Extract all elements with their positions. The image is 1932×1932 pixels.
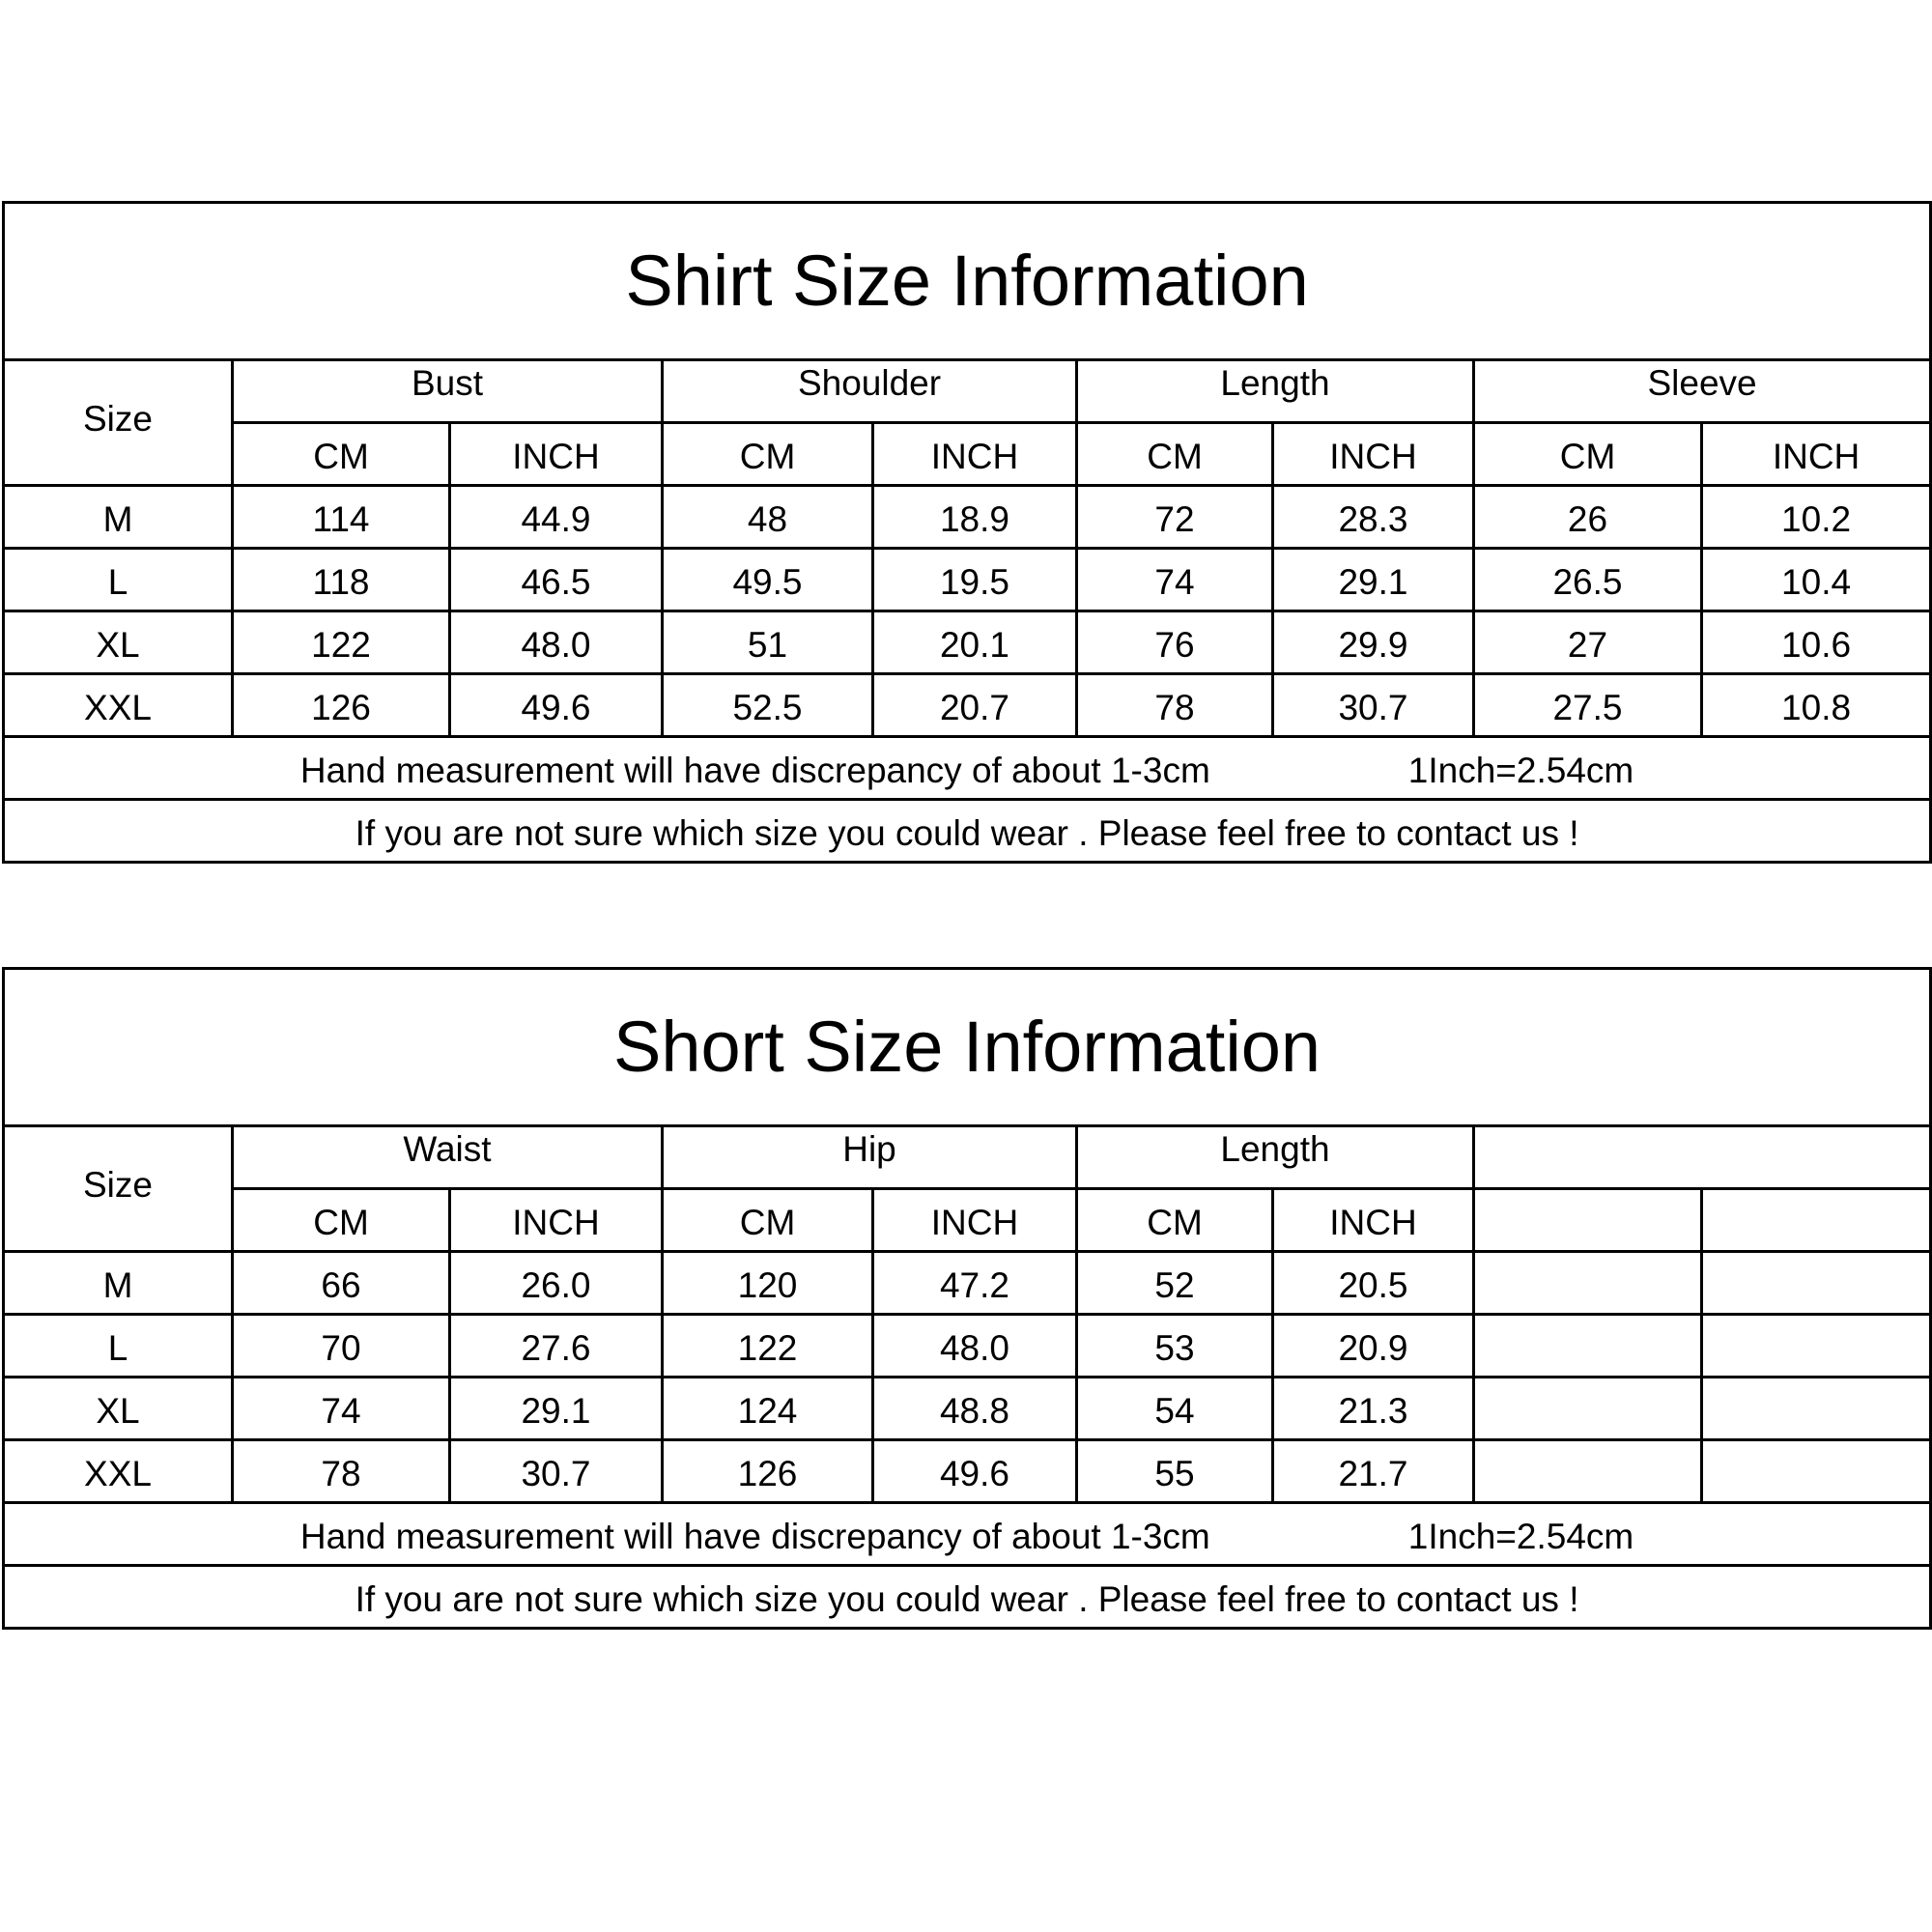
unit-header xyxy=(1702,1189,1931,1252)
table-cell xyxy=(1474,1378,1702,1440)
shirt-table-title: Shirt Size Information xyxy=(4,203,1931,360)
table-cell: 18.9 xyxy=(873,486,1077,549)
table-cell xyxy=(1702,1440,1931,1503)
length-header: Length xyxy=(1077,360,1474,423)
contact-note: If you are not sure which size you could wear . Please feel free to contact us ! xyxy=(4,800,1931,863)
unit-header: INCH xyxy=(1702,423,1931,486)
table-cell: 124 xyxy=(663,1378,873,1440)
unit-header: INCH xyxy=(873,1189,1077,1252)
unit-header: CM xyxy=(663,1189,873,1252)
table-cell: 122 xyxy=(663,1315,873,1378)
table-cell: 19.5 xyxy=(873,549,1077,611)
table-cell xyxy=(1702,1315,1931,1378)
table-cell: 52 xyxy=(1077,1252,1273,1315)
table-cell: 55 xyxy=(1077,1440,1273,1503)
sleeve-header: Sleeve xyxy=(1474,360,1931,423)
table-cell: 29.9 xyxy=(1273,611,1474,674)
table-cell xyxy=(1474,1315,1702,1378)
hip-header: Hip xyxy=(663,1126,1077,1189)
length-header: Length xyxy=(1077,1126,1474,1189)
unit-header: CM xyxy=(233,423,450,486)
unit-header xyxy=(1474,1189,1702,1252)
table-cell: 10.6 xyxy=(1702,611,1931,674)
size-label: XL xyxy=(4,611,233,674)
table-cell xyxy=(1702,1378,1931,1440)
table-cell: 28.3 xyxy=(1273,486,1474,549)
table-cell: 118 xyxy=(233,549,450,611)
unit-header: INCH xyxy=(1273,1189,1474,1252)
size-label: XL xyxy=(4,1378,233,1440)
size-label: XXL xyxy=(4,1440,233,1503)
table-cell: 114 xyxy=(233,486,450,549)
table-cell: 20.7 xyxy=(873,674,1077,737)
short-size-table xyxy=(2,967,1932,1630)
unit-header: CM xyxy=(1474,423,1702,486)
table-cell xyxy=(1474,1440,1702,1503)
table-cell: 29.1 xyxy=(1273,549,1474,611)
table-cell: 27.6 xyxy=(450,1315,663,1378)
table-cell: 76 xyxy=(1077,611,1273,674)
table-cell: 26 xyxy=(1474,486,1702,549)
table-cell: 47.2 xyxy=(873,1252,1077,1315)
table-cell xyxy=(1474,1252,1702,1315)
size-label: M xyxy=(4,486,233,549)
size-column-header: Size xyxy=(4,360,233,486)
table-cell: 20.1 xyxy=(873,611,1077,674)
table-cell: 122 xyxy=(233,611,450,674)
unit-header: INCH xyxy=(450,423,663,486)
table-cell: 78 xyxy=(233,1440,450,1503)
table-cell: 49.6 xyxy=(873,1440,1077,1503)
table-cell: 10.8 xyxy=(1702,674,1931,737)
table-cell: 74 xyxy=(233,1378,450,1440)
table-cell: 29.1 xyxy=(450,1378,663,1440)
table-cell: 70 xyxy=(233,1315,450,1378)
shirt-size-table xyxy=(2,201,1932,864)
unit-header: CM xyxy=(663,423,873,486)
size-label: XXL xyxy=(4,674,233,737)
table-cell: 66 xyxy=(233,1252,450,1315)
table-row xyxy=(4,1252,1931,1315)
table-cell: 72 xyxy=(1077,486,1273,549)
table-row xyxy=(4,1440,1931,1503)
table-cell: 74 xyxy=(1077,549,1273,611)
table-cell: 49.5 xyxy=(663,549,873,611)
table-cell xyxy=(1702,1252,1931,1315)
table-cell: 21.7 xyxy=(1273,1440,1474,1503)
bust-header: Bust xyxy=(233,360,663,423)
size-label: L xyxy=(4,549,233,611)
table-cell: 21.3 xyxy=(1273,1378,1474,1440)
table-row xyxy=(4,1315,1931,1378)
table-cell: 20.9 xyxy=(1273,1315,1474,1378)
table-row xyxy=(4,611,1931,674)
contact-note: If you are not sure which size you could wear . Please feel free to contact us ! xyxy=(4,1566,1931,1629)
table-cell: 51 xyxy=(663,611,873,674)
table-row xyxy=(4,549,1931,611)
table-cell: 48.0 xyxy=(450,611,663,674)
table-row xyxy=(4,674,1931,737)
measurement-note-cell xyxy=(4,1503,1931,1566)
inch-conversion-note: 1Inch=2.54cm xyxy=(1407,1516,1634,1556)
empty-group-header xyxy=(1474,1126,1931,1189)
unit-header: CM xyxy=(1077,423,1273,486)
table-cell: 10.4 xyxy=(1702,549,1931,611)
table-cell: 53 xyxy=(1077,1315,1273,1378)
measurement-note: Hand measurement will have discrepancy of about 1-3cm xyxy=(299,1516,1210,1556)
table-cell: 44.9 xyxy=(450,486,663,549)
unit-header: INCH xyxy=(873,423,1077,486)
table-cell: 30.7 xyxy=(450,1440,663,1503)
table-cell: 48 xyxy=(663,486,873,549)
table-cell: 20.5 xyxy=(1273,1252,1474,1315)
table-cell: 46.5 xyxy=(450,549,663,611)
table-row xyxy=(4,1378,1931,1440)
unit-header: INCH xyxy=(1273,423,1474,486)
table-cell: 48.0 xyxy=(873,1315,1077,1378)
size-label: M xyxy=(4,1252,233,1315)
table-cell: 27.5 xyxy=(1474,674,1702,737)
table-cell: 26.0 xyxy=(450,1252,663,1315)
table-cell: 54 xyxy=(1077,1378,1273,1440)
size-label: L xyxy=(4,1315,233,1378)
table-cell: 52.5 xyxy=(663,674,873,737)
size-column-header: Size xyxy=(4,1126,233,1252)
unit-header: INCH xyxy=(450,1189,663,1252)
unit-header: CM xyxy=(1077,1189,1273,1252)
table-cell: 120 xyxy=(663,1252,873,1315)
table-cell: 26.5 xyxy=(1474,549,1702,611)
unit-header: CM xyxy=(233,1189,450,1252)
table-row xyxy=(4,486,1931,549)
table-cell: 78 xyxy=(1077,674,1273,737)
table-cell: 10.2 xyxy=(1702,486,1931,549)
short-table-title: Short Size Information xyxy=(4,969,1931,1126)
table-cell: 126 xyxy=(233,674,450,737)
table-cell: 27 xyxy=(1474,611,1702,674)
shoulder-header: Shoulder xyxy=(663,360,1077,423)
inch-conversion-note: 1Inch=2.54cm xyxy=(1407,750,1634,790)
table-cell: 49.6 xyxy=(450,674,663,737)
waist-header: Waist xyxy=(233,1126,663,1189)
table-cell: 126 xyxy=(663,1440,873,1503)
table-cell: 48.8 xyxy=(873,1378,1077,1440)
table-cell: 30.7 xyxy=(1273,674,1474,737)
measurement-note: Hand measurement will have discrepancy of about 1-3cm xyxy=(299,750,1210,790)
measurement-note-cell xyxy=(4,737,1931,800)
